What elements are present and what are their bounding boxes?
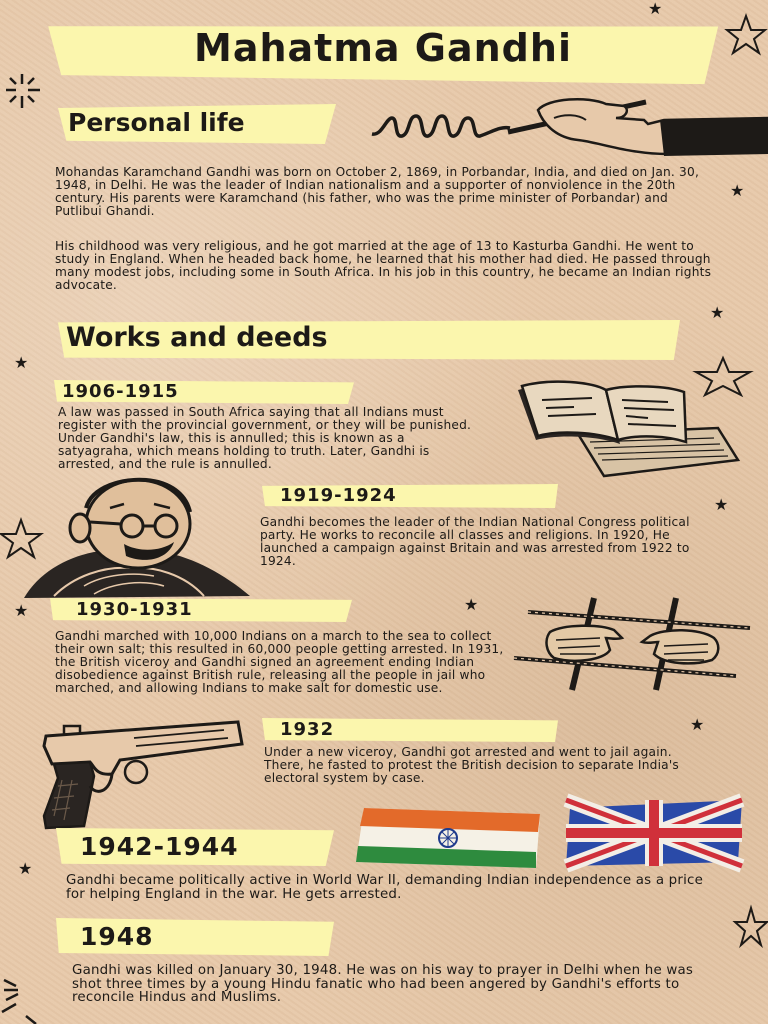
star-icon: ★ xyxy=(710,305,725,322)
page-title: Mahatma Gandhi xyxy=(194,26,572,70)
year-1948: 1948 xyxy=(80,922,154,951)
works-heading: Works and deeds xyxy=(66,322,328,353)
star-icon: ★ xyxy=(14,355,29,372)
year-1906-1915: 1906-1915 xyxy=(62,381,179,402)
personal-heading: Personal life xyxy=(68,108,245,137)
star-icon: ★ xyxy=(714,497,729,514)
entry-text-1906-1915: A law was passed in South Africa saying that all Indians must register with the provincial government, or they will be punished. Under Gandhi's law, this is annulled; this is known as a satyagraha, which means holding to truth. Later, Gandhi is arrested, and the rule is annulled. xyxy=(58,405,472,471)
entry-text-1948: Gandhi was killed on January 30, 1948. He was on his way to prayer in Delhi when he was shot three times by a young Hindu fanatic who had been angered by Gandhi's efforts to reconcile Hindus and Muslims. xyxy=(72,963,694,1005)
personal-paragraph-2: His childhood was very religious, and he got married at the age of 13 to Kasturba Gandhi. He went to study in England. When he headed back home, he learned that his mother had died. He passed through many modest jobs, including some in South Africa. In his job in this country, he became an Indian rights advocate. xyxy=(55,239,712,292)
year-1919-1924: 1919-1924 xyxy=(280,485,397,506)
star-icon: ★ xyxy=(464,597,479,614)
star-icon xyxy=(0,518,42,558)
uk-flag-icon xyxy=(566,800,742,866)
year-1932: 1932 xyxy=(280,719,335,740)
india-flag-icon xyxy=(356,806,540,868)
pistol-icon xyxy=(24,716,244,830)
year-1942-1944: 1942-1944 xyxy=(80,832,239,861)
star-icon: ★ xyxy=(14,603,29,620)
burst-icon xyxy=(0,970,40,1024)
burst-icon xyxy=(0,70,44,110)
star-icon: ★ xyxy=(690,717,705,734)
year-1930-1931: 1930-1931 xyxy=(76,599,193,620)
entry-text-1942-1944: Gandhi became politically active in World War II, demanding Indian independence as a price for helping England in the war. He gets arrested. xyxy=(66,873,704,902)
star-icon: ★ xyxy=(730,183,745,200)
entry-text-1930-1931: Gandhi marched with 10,000 Indians on a march to the sea to collect their own salt; this resulted in 60,000 people getting arrested. In 1931, the British viceroy and Gandhi signed an agreement ending Indian disobedience against British rule, releasing all the people in jail who marched, and allowing Indians to make salt for domestic use. xyxy=(55,629,504,695)
jail-hands-icon xyxy=(514,598,750,690)
entry-text-1932: Under a new viceroy, Gandhi got arrested and went to jail again. There, he fasted to protest the British decision to separate India's electoral system by case. xyxy=(264,745,679,785)
personal-paragraph-1: Mohandas Karamchand Gandhi was born on October 2, 1869, in Porbandar, India, and died on Jan. 30, 1948, in Delhi. He was the leader of Indian nationalism and a supporter of nonviolence in the 20th century. His parents were Karamchand (his father, who was the prime minister of Porbandar) and Putlibui Ghandi. xyxy=(55,165,700,218)
hand-writing-icon xyxy=(368,96,768,160)
star-icon: ★ xyxy=(18,861,33,878)
entry-text-1919-1924: Gandhi becomes the leader of the Indian National Congress political party. He works to reconcile all classes and religions. In 1920, He launched a campaign against Britain and was arrested from 1922 to 1924. xyxy=(260,515,690,568)
star-icon xyxy=(694,356,752,396)
star-icon xyxy=(734,906,768,946)
gandhi-portrait-icon xyxy=(14,478,254,598)
star-icon: ★ xyxy=(648,1,663,18)
star-icon xyxy=(726,14,766,54)
